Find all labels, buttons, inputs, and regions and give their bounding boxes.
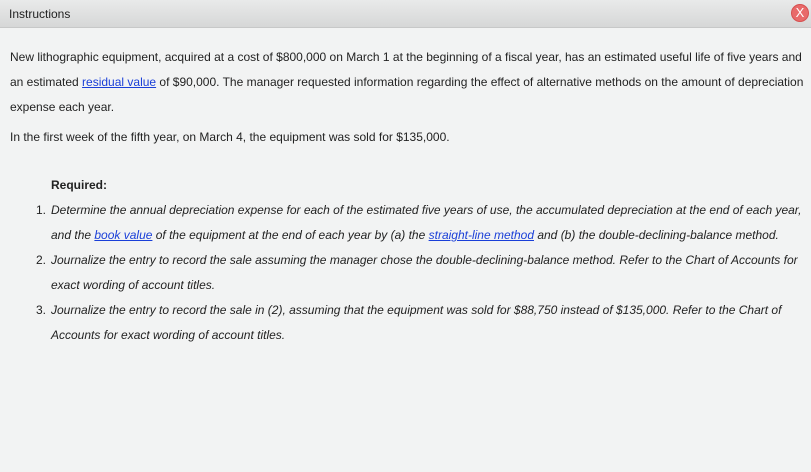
residual-value-link[interactable]: residual value bbox=[82, 75, 157, 89]
task-text: Determine the annual depreciation expense for each of the estimated five years of use, the accumulated depreciation at the end of each year, and the bbox=[51, 203, 802, 242]
book-value-link[interactable]: book value bbox=[94, 228, 153, 242]
window-title: Instructions bbox=[9, 7, 71, 21]
title-bar bbox=[0, 0, 811, 28]
task-item-1 bbox=[36, 198, 806, 248]
task-list bbox=[10, 198, 806, 348]
task-item-3 bbox=[36, 298, 806, 348]
task-number: 2. bbox=[36, 253, 47, 267]
task-number: 1. bbox=[36, 203, 47, 217]
straight-line-method-link[interactable]: straight-line method bbox=[428, 228, 534, 242]
intro-paragraph bbox=[10, 45, 806, 120]
task-text: Journalize the entry to record the sale assuming the manager chose the double-declining-balance method. Refer to the Chart of Accounts for exact wording of account titles. bbox=[51, 253, 798, 292]
task-item-2 bbox=[36, 248, 806, 298]
task-number: 3. bbox=[36, 303, 47, 317]
task-text: and (b) the double-declining-balance method. bbox=[534, 228, 779, 242]
sale-paragraph: In the first week of the fifth year, on March 4, the equipment was sold for $135,000. bbox=[10, 130, 450, 144]
task-text: of the equipment at the end of each year by (a) the bbox=[152, 228, 429, 242]
task-text: Journalize the entry to record the sale in (2), assuming that the equipment was sold for $88,750 instead of $135,000. Refer to the Chart of Accounts for exact wording of account titles. bbox=[51, 303, 782, 342]
intro-text-1: New lithographic equipment, acquired at a cost of $800,000 on March 1 at the beginning of a fiscal year, has an estimated useful life of five years and an estimated bbox=[10, 50, 802, 89]
instructions-content bbox=[10, 45, 806, 348]
close-button[interactable]: X bbox=[791, 4, 809, 22]
required-heading: Required: bbox=[51, 178, 108, 192]
intro-text-2: of $90,000. The manager requested information regarding the effect of alternative methods on the amount of depreciation expense each year. bbox=[10, 75, 804, 114]
